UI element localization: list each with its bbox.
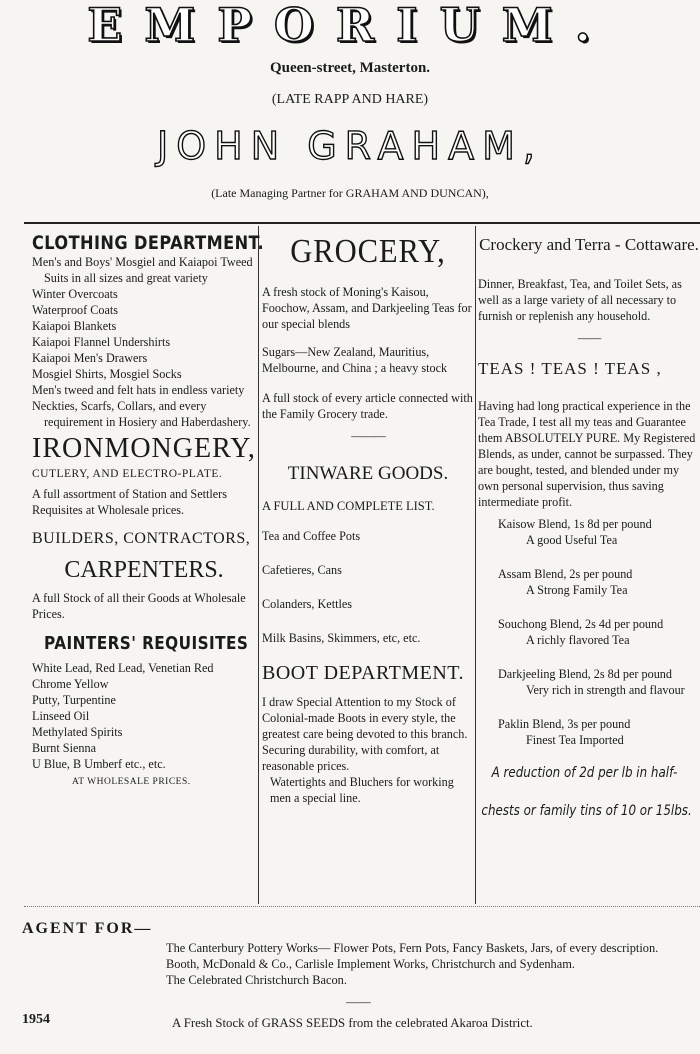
- column-divider-1: [258, 226, 259, 904]
- list-item: Burnt Sienna: [32, 741, 96, 755]
- list-item: U Blue, B Umberf etc., etc.: [32, 757, 166, 771]
- blend-name: Paklin Blend, 3s per pound: [498, 717, 631, 731]
- blend-desc: Very rich in strength and flavour: [526, 683, 685, 697]
- grocery-heading: GROCERY,: [290, 233, 446, 270]
- list-item: Chrome Yellow: [32, 677, 109, 691]
- list-item: White Lead, Red Lead, Venetian Red: [32, 661, 214, 675]
- list-item: Milk Basins, Skimmers, etc, etc.: [262, 631, 421, 645]
- grass-seeds-line: A Fresh Stock of GRASS SEEDS from the celebrated Akaroa District.: [172, 1016, 533, 1030]
- grocery-text-2: Sugars—New Zealand, Mauritius, Melbourne, and China ; a heavy stock: [262, 345, 448, 375]
- column-grocery: [262, 228, 474, 806]
- list-item: Neckties, Scarfs, Collars, and every requirement in Hosiery and Haberdashery.: [32, 399, 251, 429]
- ironmongery-subheading: CUTLERY, AND ELECTRO-PLATE.: [32, 468, 223, 480]
- grocery-text-1: A fresh stock of Moning's Kaisou, Foochow, Assam, and Darkjeeling Teas for our special blends: [262, 285, 472, 331]
- blend-name: Souchong Blend, 2s 4d per pound: [498, 617, 664, 631]
- list-item: Colanders, Kettles: [262, 597, 353, 611]
- list-item: Tea and Coffee Pots: [262, 529, 361, 543]
- painters-footer: AT WHOLESALE PRICES.: [72, 777, 191, 787]
- ironmongery-text: A full assortment of Station and Settlers Requisites at Wholesale prices.: [32, 487, 227, 517]
- list-item: Kaiapoi Blankets: [32, 319, 117, 333]
- bottom-rule: [24, 906, 700, 907]
- late-firm: (LATE RAPP AND HARE): [271, 92, 429, 107]
- blend-name: Assam Blend, 2s per pound: [498, 567, 633, 581]
- builders-heading: BUILDERS, CONTRACTORS,: [32, 530, 251, 547]
- tinware-subheading: A FULL AND COMPLETE LIST.: [262, 499, 435, 513]
- divider: ——: [346, 995, 371, 1009]
- boot-text-1: I draw Special Attention to my Stock of Colonial-made Boots in every style, the greatest care being devoted to this branch. Securing durability, with comfort, at reasonable prices.: [262, 695, 468, 773]
- list-item: Cafetieres, Cans: [262, 563, 342, 577]
- top-rule: [24, 222, 700, 224]
- blend-name: Darkjeeling Blend, 2s 8d per pound: [498, 667, 672, 681]
- teas-heading: TEAS ! TEAS ! TEAS ,: [478, 359, 662, 378]
- list-item: Methylated Spirits: [32, 725, 123, 739]
- list-item: Winter Overcoats: [32, 287, 118, 301]
- blend-desc: Finest Tea Imported: [526, 733, 624, 747]
- former-role: (Late Managing Partner for GRAHAM AND DUNCAN),: [211, 186, 489, 200]
- crockery-text: Dinner, Breakfast, Tea, and Toilet Sets, as well as a large variety of all necessary to furnish or replenish any household.: [478, 277, 682, 323]
- proprietor-name: JOHN GRAHAM,: [157, 124, 543, 168]
- list-item: Putty, Turpentine: [32, 693, 116, 707]
- grocery-text-3: A full stock of every article connected with the Family Grocery trade.: [262, 391, 473, 421]
- reduction-line-2: chests or family tins of 10 or 15lbs.: [481, 803, 692, 819]
- boot-heading: BOOT DEPARTMENT.: [262, 662, 465, 684]
- blend-desc: A good Useful Tea: [526, 533, 618, 547]
- list-item: Booth, McDonald & Co., Carlisle Implement Works, Christchurch and Sydenham.: [166, 957, 575, 971]
- list-item: Kaiapoi Men's Drawers: [32, 351, 148, 365]
- boot-text-2: Watertights and Bluchers for working men a special line.: [270, 775, 454, 805]
- column-crockery-teas: [478, 228, 700, 830]
- emporium-title: EMPORIUM.: [0, 0, 700, 50]
- tinware-heading: TINWARE GOODS.: [287, 463, 449, 484]
- ironmongery-heading: IRONMONGERY,: [32, 433, 256, 464]
- list-item: Men's tweed and felt hats in endless variety: [32, 383, 245, 397]
- reduction-line-1: A reduction of 2d per lb in half-: [491, 765, 678, 781]
- ad-number: 1954: [22, 1012, 50, 1027]
- list-item: The Canterbury Pottery Works— Flower Pots, Fern Pots, Fancy Baskets, Jars, of every description.: [166, 941, 659, 955]
- carpenters-heading: CARPENTERS.: [64, 557, 224, 583]
- list-item: The Celebrated Christchurch Bacon.: [166, 973, 347, 987]
- column-divider-2: [475, 226, 476, 904]
- clothing-list: [32, 254, 256, 430]
- list-item: Mosgiel Shirts, Mosgiel Socks: [32, 367, 182, 381]
- blend-name: Kaisow Blend, 1s 8d per pound: [498, 517, 652, 531]
- address: Queen-street, Masterton.: [269, 60, 431, 76]
- list-item: Men's and Boys' Mosgiel and Kaiapoi Tweed Suits in all sizes and great variety: [32, 255, 253, 285]
- painters-heading: PAINTERS' REQUISITES: [44, 633, 249, 654]
- builders-text: A full Stock of all their Goods at Wholesale Prices.: [32, 591, 246, 621]
- divider: ——: [577, 331, 601, 345]
- divider: ———: [351, 429, 385, 443]
- list-item: Kaiapoi Flannel Undershirts: [32, 335, 171, 349]
- agent-list: [166, 940, 658, 1010]
- clothing-heading: CLOTHING DEPARTMENT.: [32, 232, 265, 254]
- blend-desc: A richly flavored Tea: [526, 633, 630, 647]
- list-item: Waterproof Coats: [32, 303, 118, 317]
- column-clothing-hardware: [32, 228, 265, 790]
- teas-text: Having had long practical experience in the Tea Trade, I test all my teas and Guarantee them ABSOLUTELY PURE. My Registered Blends, as under, cannot be surpassed. They are bought, tested, and blended under my own personal supervision, thus saving intermediate profit.: [478, 399, 696, 509]
- blend-list: [478, 516, 700, 748]
- crockery-heading: Crockery and Terra - Cottaware.: [479, 235, 699, 254]
- list-item: Linseed Oil: [32, 709, 90, 723]
- blend-desc: A Strong Family Tea: [526, 583, 628, 597]
- agent-heading: AGENT FOR—: [22, 920, 153, 937]
